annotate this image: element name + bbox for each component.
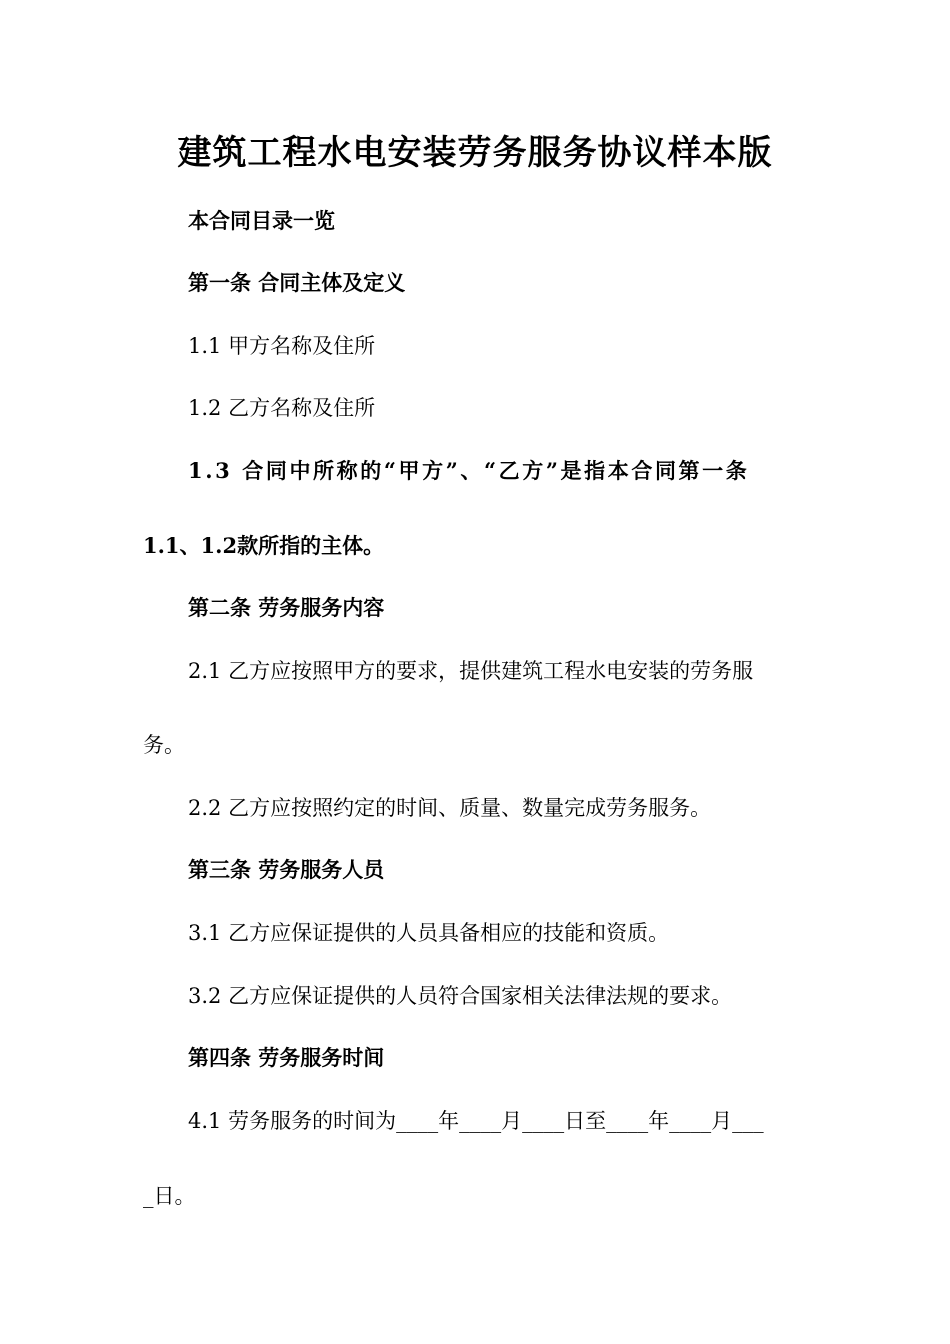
article-1-heading: 第一条 合同主体及定义 <box>188 270 406 295</box>
clause-3-2: 3.2 乙方应保证提供的人员符合国家相关法律法规的要求。 <box>188 984 733 1008</box>
clause-4-1-continued: _日。 <box>143 1184 196 1208</box>
article-2-heading: 第二条 劳务服务内容 <box>188 595 385 620</box>
clause-1-2: 1.2 乙方名称及住所 <box>188 396 376 420</box>
clause-2-1-continued: 务。 <box>143 733 185 757</box>
article-4-heading: 第四条 劳务服务时间 <box>188 1045 385 1070</box>
document-title: 建筑工程水电安装劳务服务协议样本版 <box>177 133 773 173</box>
article-3-heading: 第三条 劳务服务人员 <box>188 857 385 882</box>
clause-1-3-continued: 1.1、1.2款所指的主体。 <box>143 533 385 558</box>
clause-3-1: 3.1 乙方应保证提供的人员具备相应的技能和资质。 <box>188 921 670 945</box>
clause-2-1: 2.1 乙方应按照甲方的要求，提供建筑工程水电安装的劳务服 <box>188 659 754 683</box>
clause-1-1: 1.1 甲方名称及住所 <box>188 334 376 358</box>
toc-heading: 本合同目录一览 <box>188 208 335 233</box>
clause-4-1: 4.1 劳务服务的时间为____年____月____日至____年____月___ <box>188 1109 764 1133</box>
clause-1-3: 1.3 合同中所称的“甲方”、“乙方”是指本合同第一条 <box>188 458 750 483</box>
clause-2-2: 2.2 乙方应按照约定的时间、质量、数量完成劳务服务。 <box>188 796 712 820</box>
